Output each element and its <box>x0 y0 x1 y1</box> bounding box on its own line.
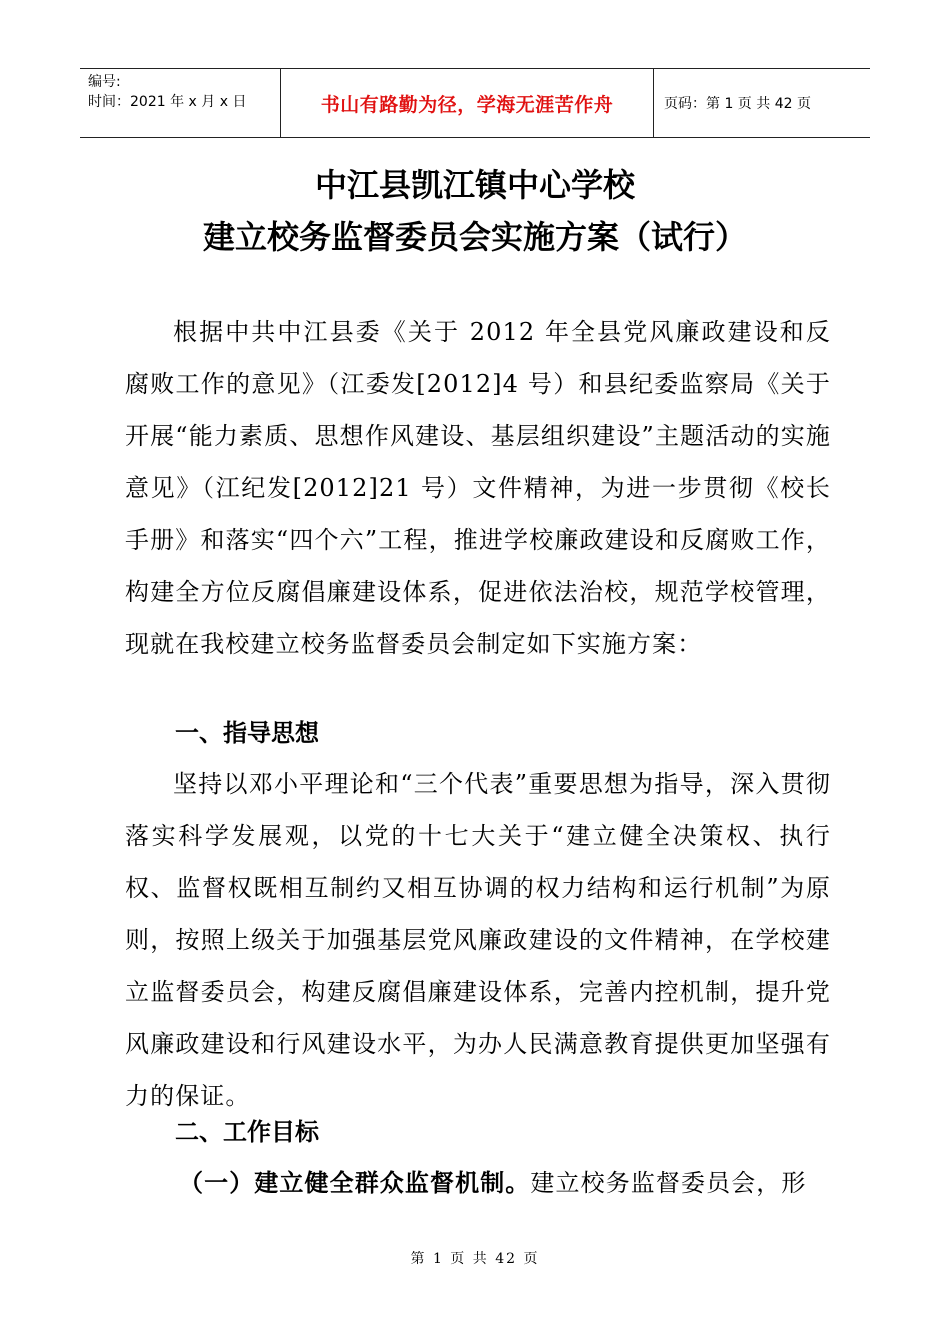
header-motto: 书山有路勤为径，学海无涯苦作舟 <box>280 69 654 137</box>
time-label: 时间：2021 年 x 月 x 日 <box>88 94 247 110</box>
guiding-paragraph <box>125 758 831 1122</box>
intro-paragraph <box>125 306 831 670</box>
goal-item-1-text <box>125 1157 831 1209</box>
goal-item-1-lead: （一）建立健全群众监督机制。 <box>179 1169 531 1197</box>
guiding-text: 坚持以邓小平理论和“三个代表”重要思想为指导，深入贯彻落实科学发展观，以党的十七大关于“建立健全决策权、执行权、监督权既相互制约又相互协调的权力结构和运行机制”为原则，按照上级关于加强基层党风廉政建设的文件精神，在学校建立监督委员会，构建反腐倡廉建设体系，完善内控机制，提升党风廉政建设和行风建设水平，为办人民满意教育提供更加坚强有力的保证。 <box>125 770 831 1110</box>
header-page-info: 页码：第 1 页 共 42 页 <box>664 96 811 112</box>
heading-work-goals: 二、工作目标 <box>175 1118 319 1146</box>
heading-guiding-ideology: 一、指导思想 <box>175 719 319 747</box>
intro-text: 根据中共中江县委《关于 2012 年全县党风廉政建设和反腐败工作的意见》（江委发[2012]4 号）和县纪委监察局《关于开展“能力素质、思想作风建设、基层组织建设”主题活动的实施意见》（江纪发[2012]21 号）文件精神，为进一步贯彻《校长手册》和落实“四个六”工程，推进学校廉政建设和反腐败工作，构建全方位反腐倡廉建设体系，促进依法治校，规范学校管理，现就在我校建立校务监督委员会制定如下实施方案： <box>125 318 831 658</box>
section-heading-1 <box>125 707 831 759</box>
document-title-line2: 建立校务监督委员会实施方案（试行） <box>202 218 747 256</box>
document-title-line1: 中江县凯江镇中心学校 <box>314 166 635 204</box>
section-heading-2 <box>125 1106 831 1158</box>
header-meta <box>80 69 280 137</box>
page-footer: 第 1 页 共 42 页 <box>410 1251 540 1267</box>
goal-item-1-body: 建立校务监督委员会，形 <box>530 1169 807 1197</box>
number-label: 编号: <box>88 74 121 90</box>
document-header <box>80 68 870 138</box>
goal-item-1 <box>125 1157 831 1209</box>
